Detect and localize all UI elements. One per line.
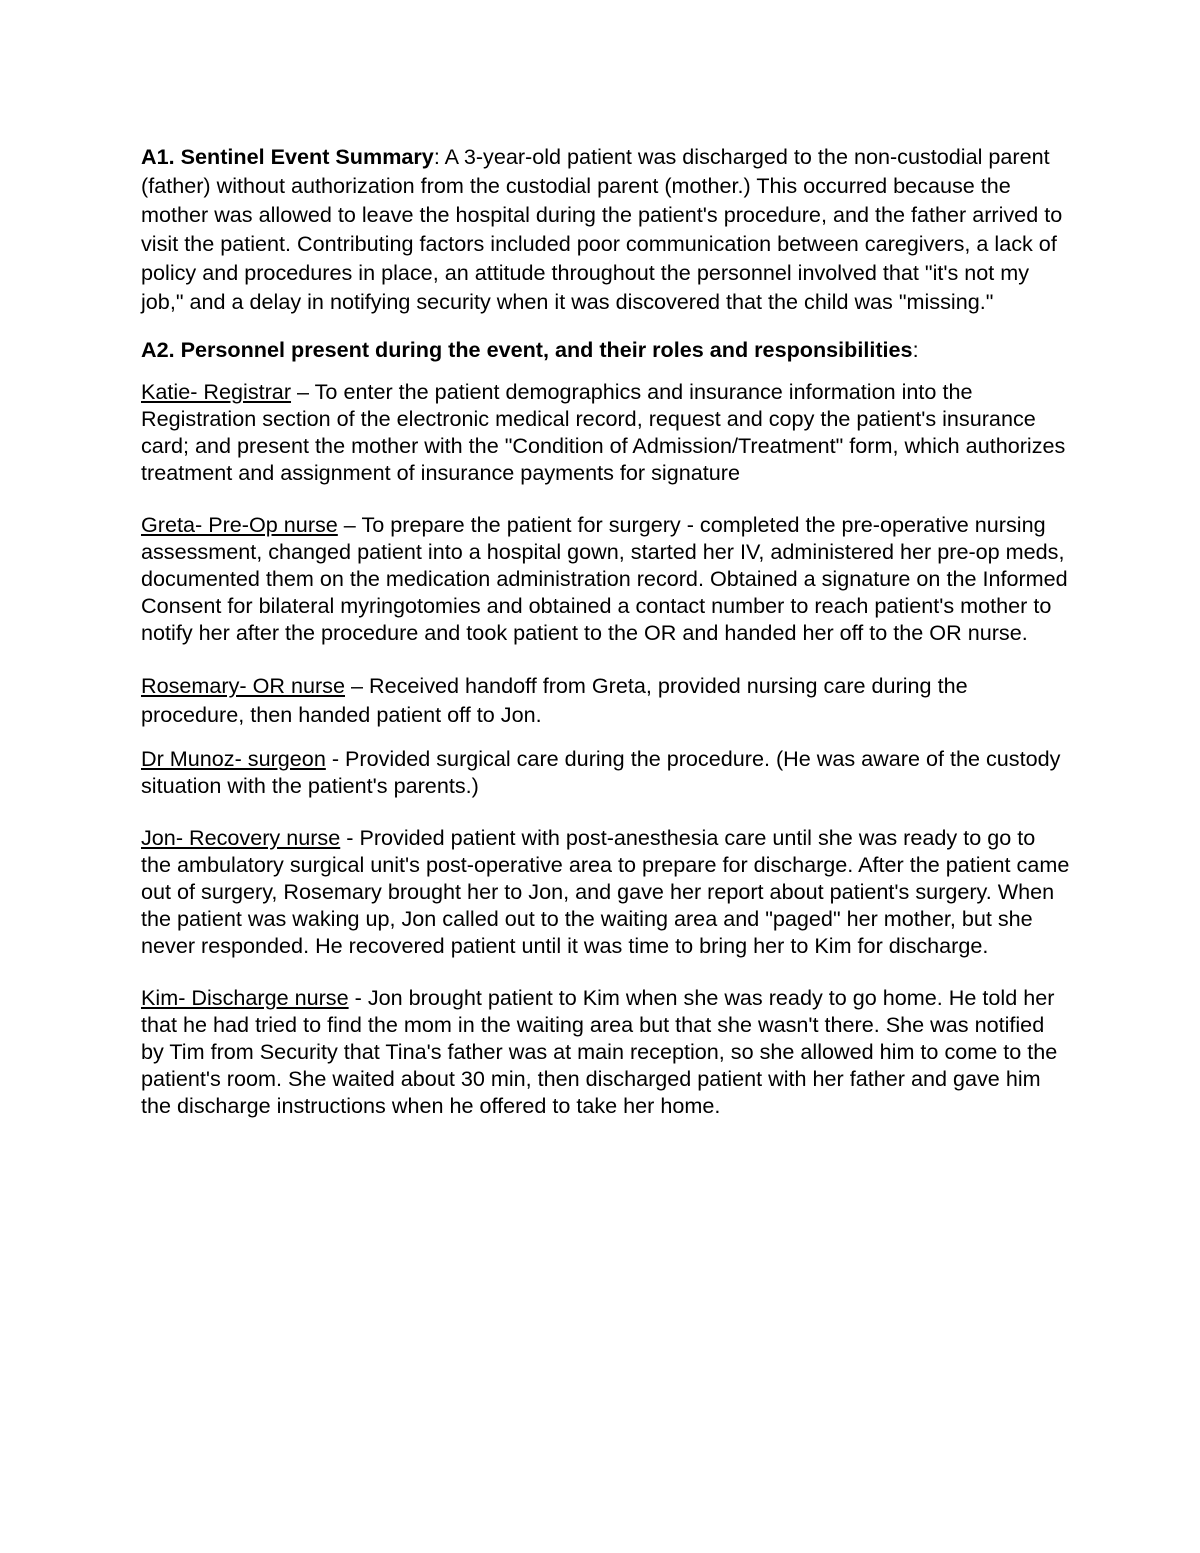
- role-description: Jon brought patient to Kim when she was ready to go home. He told her that he had tried to find the mom in the waiting area but that she wasn't there. She was notified by Tim from Security that Tina's father was at main reception, so she allowed him to come to the patient's room. She waited about 30 min, then discharged patient with her father and gave him the discharge instructions when he offered to take her home.: [141, 985, 1058, 1118]
- a1-heading: A1. Sentinel Event Summary: [141, 144, 434, 169]
- a2-heading: A2. Personnel present during the event, and their roles and responsibilities: [141, 337, 913, 362]
- role-separator: –: [337, 512, 362, 537]
- personnel-section-heading: [141, 335, 1071, 364]
- document-page: [141, 142, 1071, 1144]
- role-name: Katie- Registrar: [141, 379, 292, 404]
- role-description: Provided patient with post-anesthesia care until she was ready to go to the ambulatory surgical unit's post-operative area to prepare for discharge. After the patient came out of surgery, Rosemary brought her to Jon, and gave her report about patient's surgery. When the patient was waking up, Jon called out to the waiting area and "paged" her mother, but she never responded. He recovered patient until it was time to bring her to Kim for discharge.: [141, 825, 1070, 958]
- role-description: Received handoff from Greta, provided nursing care during the procedure, then handed patient off to Jon.: [141, 673, 968, 727]
- role-description: To enter the patient demographics and insurance information into the Registration section of the electronic medical record, request and copy the patient's insurance card; and present the mother with the "Condition of Admission/Treatment" form, which authorizes treatment and assignment of insurance payments for signature: [141, 379, 1066, 485]
- a1-colon: :: [433, 144, 445, 169]
- role-description: To prepare the patient for surgery - completed the pre-operative nursing assessment, changed patient into a hospital gown, started her IV, administered her pre-op meds, documented them on the medication administration record. Obtained a signature on the Informed Consent for bilateral myringotomies and obtained a contact number to reach patient's mother to notify her after the procedure and took patient to the OR and handed her off to the OR nurse.: [141, 512, 1068, 645]
- role-description: Provided surgical care during the procedure. (He was aware of the custody situation with the patient's parents.): [141, 746, 1061, 798]
- sentinel-event-summary: [141, 142, 1071, 316]
- role-rosemary: [141, 671, 1071, 729]
- role-separator: –: [345, 673, 370, 698]
- a1-text: A 3-year-old patient was discharged to the non-custodial parent (father) without authorization from the custodial parent (mother.) This occurred because the mother was allowed to leave the hospital during the patient's procedure, and the father arrived to visit the patient. Contributing factors included poor communication between caregivers, a lack of policy and procedures in place, an attitude throughout the personnel involved that "it's not my job," and a delay in notifying security when it was discovered that the child was "missing.": [141, 144, 1063, 314]
- role-separator: -: [325, 746, 346, 771]
- role-dr-munoz: [141, 745, 1071, 799]
- role-name: Jon- Recovery nurse: [141, 825, 341, 850]
- role-kim: [141, 984, 1071, 1119]
- role-name: Dr Munoz- surgeon: [141, 746, 326, 771]
- role-jon: [141, 824, 1071, 959]
- role-separator: -: [340, 825, 360, 850]
- role-separator: -: [348, 985, 368, 1010]
- role-separator: –: [291, 379, 315, 404]
- role-greta: [141, 511, 1071, 646]
- role-name: Greta- Pre-Op nurse: [141, 512, 338, 537]
- role-name: Kim- Discharge nurse: [141, 985, 349, 1010]
- role-katie: [141, 378, 1071, 486]
- role-name: Rosemary- OR nurse: [141, 673, 345, 698]
- a2-colon: :: [912, 337, 919, 362]
